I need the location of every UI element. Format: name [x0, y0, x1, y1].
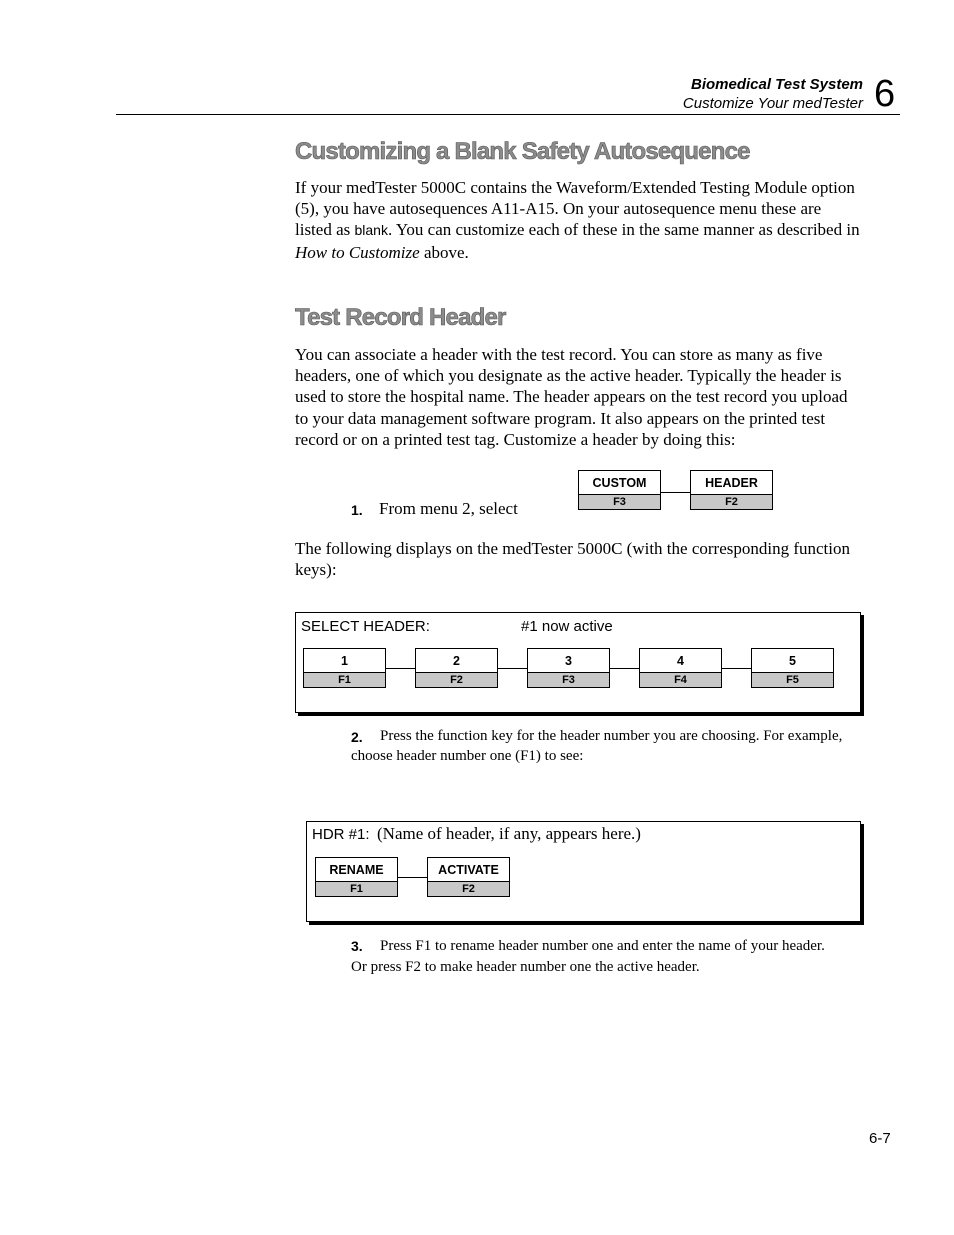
key-code: F2: [428, 881, 509, 896]
header-f2-key[interactable]: [690, 470, 773, 510]
step3-number: 3.: [351, 938, 363, 954]
key-label: HEADER: [705, 476, 758, 490]
step2-text: Press the function key for the header number you are choosing. For example, choose header number one (F1) to see:: [351, 728, 843, 764]
key-connector: [398, 877, 427, 878]
rename-f1-key[interactable]: [315, 857, 398, 897]
step1-text: From menu 2, select: [379, 499, 518, 518]
step1-number: 1.: [351, 502, 363, 518]
section-heading-test-record-header: Test Record Header: [295, 304, 506, 331]
header-5-f5-key[interactable]: [751, 648, 834, 688]
section1-text-b: . You can customize each of these in the same manner as described in: [387, 220, 860, 240]
key-code: F3: [528, 672, 609, 687]
key-label: ACTIVATE: [438, 863, 499, 877]
header-rule: [116, 114, 900, 115]
key-connector: [610, 668, 639, 669]
section2-paragraph: You can associate a header with the test record. You can store as many as five headers, one of which you designate as the active header. Typically the header is used to store the hospital name. The header appears on the test record you upload to your data management software program. It also appears on the printed test record or on a printed test tag. Customize a header by doing this:: [295, 345, 848, 449]
key-connector: [498, 668, 527, 669]
select-header-screen: [295, 612, 861, 713]
key-code: F3: [579, 494, 660, 509]
displays-paragraph: The following displays on the medTester 5000C (with the corresponding function keys):: [295, 539, 850, 580]
header-4-f4-key[interactable]: [639, 648, 722, 688]
section-heading-blank-autosequence: Customizing a Blank Safety Autosequence: [295, 138, 750, 165]
header-name-placeholder: (Name of header, if any, appears here.): [377, 824, 641, 843]
custom-f3-key[interactable]: [578, 470, 661, 510]
key-connector: [722, 668, 751, 669]
running-header-title: Biomedical Test System: [690, 76, 863, 93]
key-connector: [661, 492, 690, 493]
header-1-f1-key[interactable]: [303, 648, 386, 688]
key-code: F4: [640, 672, 721, 687]
activate-f2-key[interactable]: [427, 857, 510, 897]
running-header-subtitle: Customize Your medTester: [682, 95, 863, 112]
key-label: RENAME: [329, 863, 384, 877]
header-3-f3-key[interactable]: [527, 648, 610, 688]
chapter-number: 6: [874, 73, 896, 115]
key-label: CUSTOM: [592, 476, 647, 490]
step2-number: 2.: [351, 729, 363, 745]
active-status: #1 now active: [521, 618, 613, 635]
key-code: F2: [691, 494, 772, 509]
section1-text-c: above.: [419, 242, 469, 262]
keyword-blank: blank: [354, 222, 388, 239]
header-2-f2-key[interactable]: [415, 648, 498, 688]
reference-how-to-customize: How to Customize: [295, 242, 420, 262]
step3-text: Press F1 to rename header number one and enter the name of your header. Or press F2 to make header number one the active header.: [351, 938, 825, 975]
key-code: F1: [316, 881, 397, 896]
header-rename-screen: [306, 821, 861, 922]
section1-text-a: If your medTester 5000C contains the Waveform/Extended Testing Module option (5), you have autosequences A11-A15. On your autosequence menu these are listed as: [295, 178, 855, 240]
key-label: 3: [565, 654, 572, 668]
key-code: F1: [304, 672, 385, 687]
key-code: F2: [416, 672, 497, 687]
screen-title: HDR #1:: [312, 826, 370, 843]
section1-paragraph: [295, 177, 861, 263]
key-label: 2: [453, 654, 460, 668]
screen-title: SELECT HEADER:: [301, 618, 430, 635]
key-code: F5: [752, 672, 833, 687]
key-label: 4: [677, 654, 684, 668]
key-label: 5: [789, 654, 796, 668]
page-number: 6-7: [869, 1130, 891, 1147]
key-connector: [386, 668, 415, 669]
key-label: 1: [341, 654, 348, 668]
